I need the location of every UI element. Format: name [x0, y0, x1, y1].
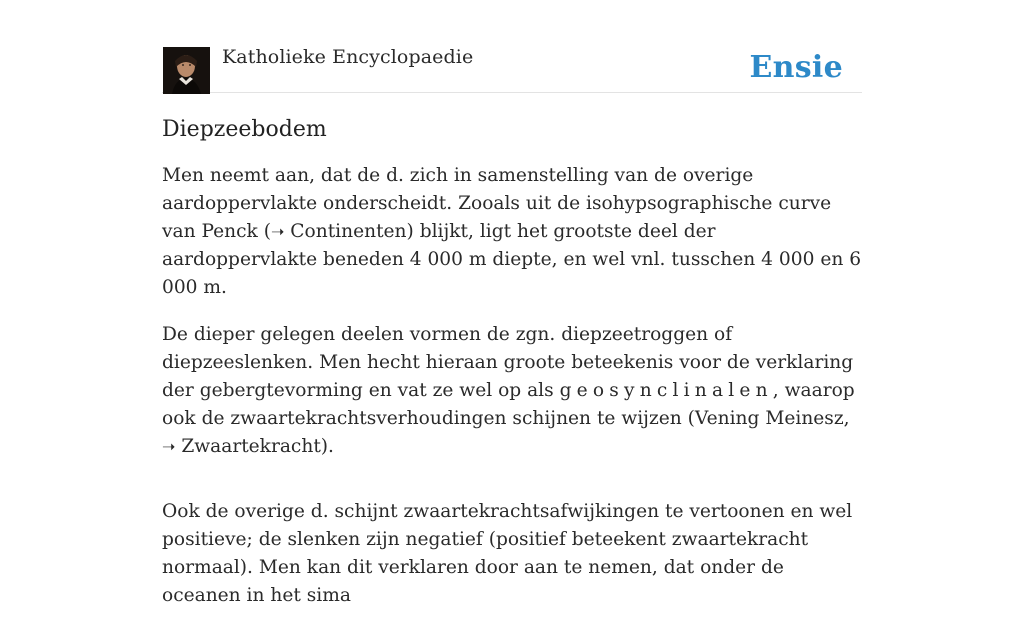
page-container	[162, 0, 862, 629]
arrow-icon: ➝	[162, 437, 176, 456]
page-title: Diepzeebodem	[162, 117, 327, 142]
article-body	[162, 162, 862, 610]
brand-logo[interactable]: Ensie	[749, 50, 843, 85]
arrow-icon: ➝	[270, 222, 285, 241]
paragraph-2-text-b: , waarop ook de zwaartekrachtsverhoudingen schijnen te wijzen (Vening Meinesz,	[162, 380, 855, 429]
paragraph-1	[162, 162, 862, 302]
site-header	[162, 0, 862, 93]
paragraph-2	[162, 321, 862, 461]
paragraph-2-text-a: De dieper gelegen deelen vormen de zgn. diepzeetroggen of diepzeeslenken. Men hecht hieraan groote beteekenis voor de verklaring der gebergtevorming en vat ze wel op als	[162, 324, 854, 401]
paragraph-2-text-c: ).	[320, 436, 334, 457]
paragraph-1-text-b: ) blijkt, ligt het grootste deel der aardoppervlakte beneden 4 000 m diepte, en wel vnl. tusschen 4 000 en 6 000 m.	[162, 221, 862, 298]
site-name[interactable]: Katholieke Encyclopaedie	[222, 46, 474, 68]
paragraph-1-text-a: Men neemt aan, dat de d. zich in samenstelling van de overige aardoppervlakte onderscheidt. Zooals uit de isohypsographische curve van Penck (	[162, 165, 832, 242]
spaced-term: geosynclinalen	[559, 380, 773, 401]
link-zwaartekracht[interactable]: Zwaartekracht	[175, 436, 321, 457]
portrait-avatar-icon[interactable]	[163, 47, 210, 94]
link-continenten[interactable]: Continenten	[284, 221, 407, 242]
paragraph-3: Ook de overige d. schijnt zwaartekrachtsafwijkingen te vertoonen en wel positieve; de slenken zijn negatief (positief beteekent zwaartekracht normaal). Men kan dit verklaren door aan te nemen, dat onder de oceanen in het sima	[162, 501, 853, 606]
